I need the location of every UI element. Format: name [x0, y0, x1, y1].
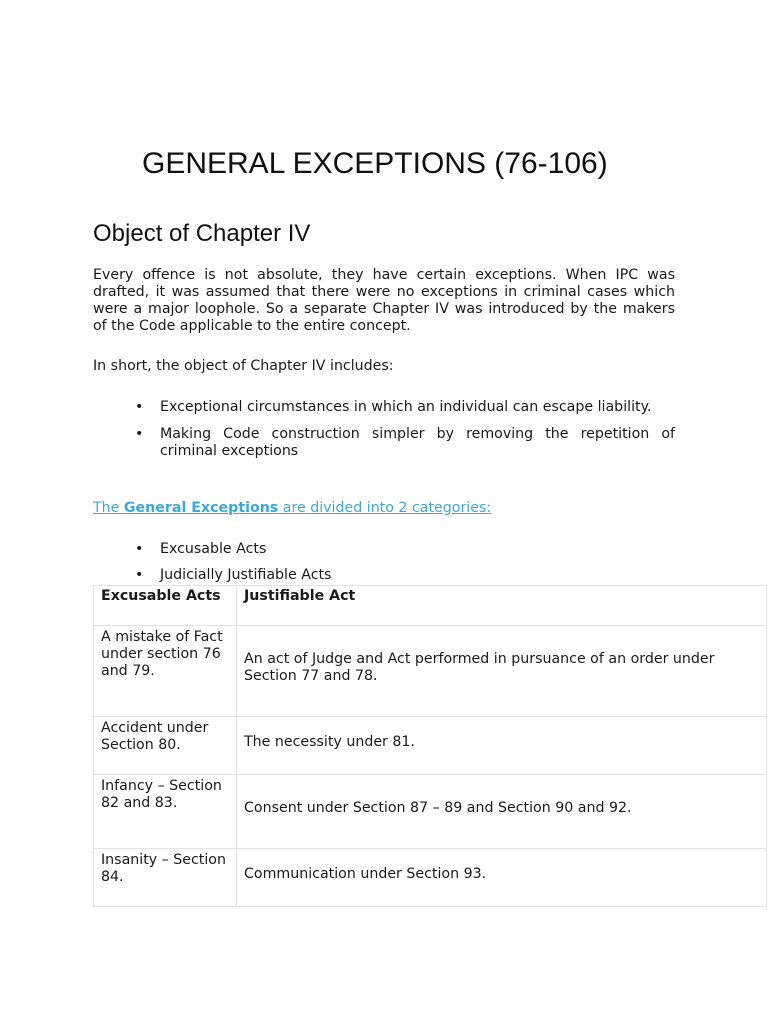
list-item — [93, 426, 675, 460]
objects-list — [93, 399, 675, 460]
list-item — [93, 399, 675, 416]
list-item-text: Excusable Acts — [160, 541, 267, 557]
list-item-text: Judicially Justifiable Acts — [160, 567, 332, 583]
section-heading: Object of Chapter IV — [93, 220, 311, 247]
categories-link-strong: General Exceptions — [123, 500, 279, 516]
table-cell-excusable: A mistake of Fact under section 76 and 79. — [94, 626, 237, 717]
table-row — [94, 717, 767, 775]
table-cell-excusable: Insanity – Section 84. — [94, 849, 237, 907]
categories-link-suffix: are divided into 2 categories: — [278, 500, 492, 516]
table-cell-justifiable: Communication under Section 93. — [237, 849, 767, 907]
list-item-text: Making Code construction simpler by removing the repetition of criminal exceptions — [160, 426, 675, 459]
categories-list — [93, 541, 675, 584]
table-row — [94, 626, 767, 717]
table-cell-justifiable: The necessity under 81. — [237, 717, 767, 775]
table-header-row — [94, 586, 767, 626]
table-cell-justifiable: An act of Judge and Act performed in pursuance of an order under Section 77 and 78. — [237, 626, 767, 717]
table-row — [94, 849, 767, 907]
categories-link-prefix: The — [93, 500, 124, 516]
table-cell-excusable: Accident under Section 80. — [94, 717, 237, 775]
bullet-icon: • — [135, 541, 144, 557]
column-header-excusable: Excusable Acts — [94, 586, 237, 626]
table-cell-excusable: Infancy – Section 82 and 83. — [94, 775, 237, 849]
bullet-icon: • — [135, 567, 144, 583]
list-item — [93, 541, 675, 558]
short-paragraph: In short, the object of Chapter IV includes: — [93, 358, 394, 374]
bullet-icon: • — [135, 399, 144, 415]
page-title: GENERAL EXCEPTIONS (76-106) — [142, 147, 608, 180]
categories-link[interactable] — [93, 499, 491, 517]
table-cell-justifiable: Consent under Section 87 – 89 and Section 90 and 92. — [237, 775, 767, 849]
bullet-icon: • — [135, 426, 144, 442]
column-header-justifiable: Justifiable Act — [237, 586, 767, 626]
list-item — [93, 567, 675, 584]
intro-paragraph: Every offence is not absolute, they have certain exceptions. When IPC was drafted, it was assumed that there were no exceptions in criminal cases which were a major loophole. So a separate Chapter IV was introduced by the makers of the Code applicable to the entire concept. — [93, 267, 675, 334]
list-item-text: Exceptional circumstances in which an individual can escape liability. — [160, 399, 652, 415]
exceptions-table — [93, 585, 767, 907]
table-row — [94, 775, 767, 849]
